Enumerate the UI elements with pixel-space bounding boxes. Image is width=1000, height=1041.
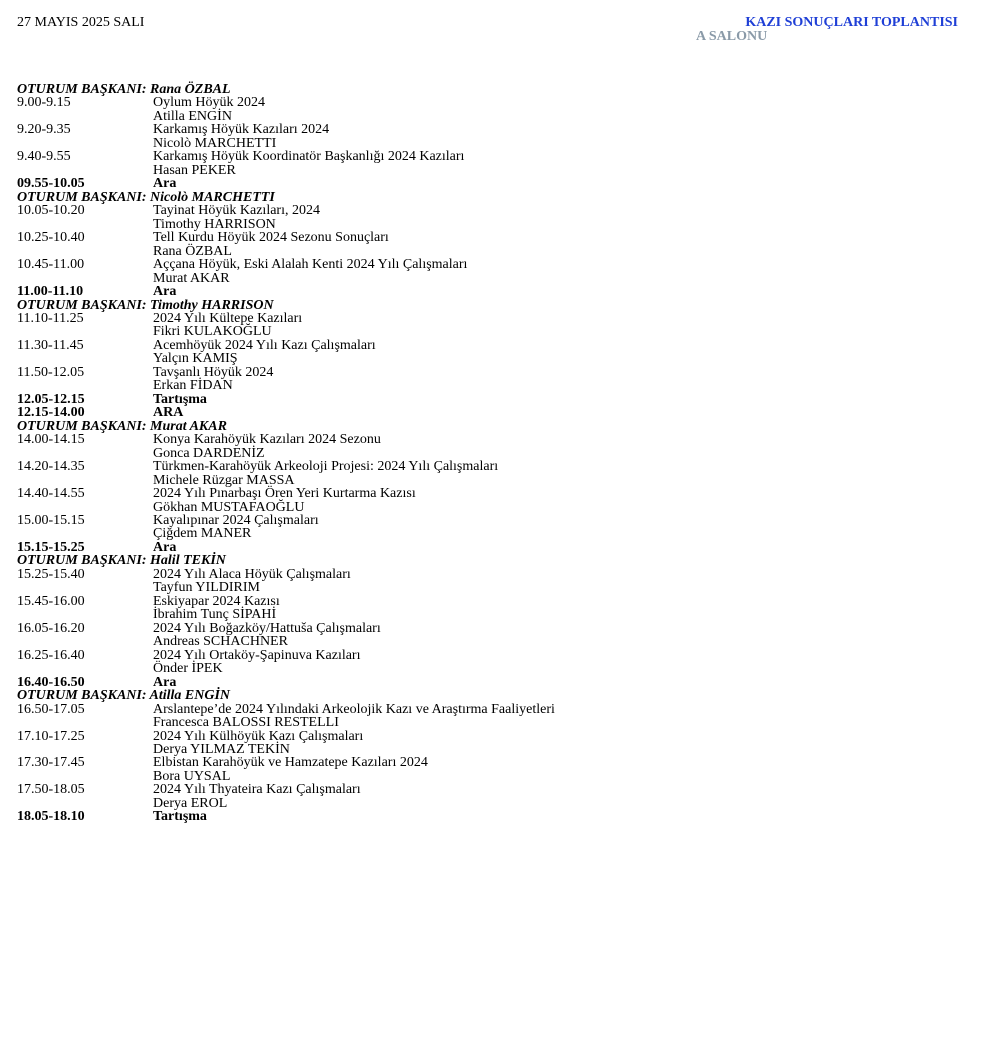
speaker-row xyxy=(17,137,1000,150)
talk-title: Konya Karahöyük Kazıları 2024 Sezonu xyxy=(153,432,381,448)
talk-row xyxy=(17,487,1000,500)
speaker-name: Derya EROL xyxy=(153,795,228,811)
speaker-name: Nicolò MARCHETTI xyxy=(153,135,277,151)
break-row xyxy=(17,810,1000,823)
talk-title: Karkamış Höyük Kazıları 2024 xyxy=(153,122,330,138)
session-chair: OTURUM BAŞKANI: Timothy HARRISON xyxy=(17,297,274,313)
speaker-row xyxy=(17,352,1000,365)
talk-title: Acemhöyük 2024 Yılı Kazı Çalışmaları xyxy=(153,337,376,353)
time-slot: 17.10-17.25 xyxy=(17,728,85,744)
hall-name: A SALONU xyxy=(696,29,768,44)
speaker-name: Timothy HARRISON xyxy=(153,216,276,232)
program-schedule xyxy=(17,83,1000,824)
time-slot: 17.30-17.45 xyxy=(17,755,85,771)
time-slot: 15.15-15.25 xyxy=(17,539,85,555)
talk-title: 2024 Yılı Pınarbaşı Ören Yeri Kurtarma Kazısı xyxy=(153,486,416,502)
time-slot: 12.15-14.00 xyxy=(17,405,85,421)
speaker-name: Erkan FİDAN xyxy=(153,378,233,394)
talk-row xyxy=(17,622,1000,635)
talk-row xyxy=(17,433,1000,446)
talk-title: Tayinat Höyük Kazıları, 2024 xyxy=(153,203,320,219)
speaker-row xyxy=(17,743,1000,756)
speaker-row xyxy=(17,272,1000,285)
session-chair-row xyxy=(17,83,1000,96)
time-slot: 9.40-9.55 xyxy=(17,149,71,165)
time-slot: 15.00-15.15 xyxy=(17,513,85,528)
speaker-row xyxy=(17,716,1000,729)
speaker-name: Rana ÖZBAL xyxy=(153,243,232,259)
speaker-name: Francesca BALOSSI RESTELLI xyxy=(153,715,339,731)
speaker-name: Derya YILMAZ TEKİN xyxy=(153,741,290,757)
speaker-row xyxy=(17,770,1000,783)
talk-title: 2024 Yılı Thyateira Kazı Çalışmaları xyxy=(153,782,361,798)
speaker-name: Gonca DARDENİZ xyxy=(153,445,265,461)
session-chair-row xyxy=(17,299,1000,312)
session-chair: OTURUM BAŞKANI: Nicolò MARCHETTI xyxy=(17,189,275,205)
document-date: 27 MAYIS 2025 SALI xyxy=(17,15,145,30)
talk-title: Aççana Höyük, Eski Alalah Kenti 2024 Yılı Çalışmaları xyxy=(153,257,468,273)
speaker-row xyxy=(17,218,1000,231)
talk-row xyxy=(17,204,1000,217)
talk-row xyxy=(17,96,1000,109)
talk-title: Kayalıpınar 2024 Çalışmaları xyxy=(153,513,319,528)
talk-row xyxy=(17,460,1000,473)
time-slot: 11.30-11.45 xyxy=(17,337,84,353)
session-chair: OTURUM BAŞKANI: Atilla ENGİN xyxy=(17,688,231,704)
speaker-name: İbrahim Tunç SİPAHİ xyxy=(153,607,277,623)
time-slot: 15.45-16.00 xyxy=(17,593,85,609)
break-label: Tartışma xyxy=(153,391,207,407)
speaker-name: Önder İPEK xyxy=(153,661,223,677)
talk-title: Karkamış Höyük Koordinatör Başkanlığı 2024 Kazıları xyxy=(153,149,465,165)
talk-row xyxy=(17,123,1000,136)
time-slot: 9.20-9.35 xyxy=(17,122,71,138)
speaker-row xyxy=(17,635,1000,648)
time-slot: 16.40-16.50 xyxy=(17,674,85,690)
speaker-name: Atilla ENGİN xyxy=(153,108,232,124)
talk-title: Türkmen-Karahöyük Arkeoloji Projesi: 2024 Yılı Çalışmaları xyxy=(153,459,499,475)
session-chair: OTURUM BAŞKANI: Rana ÖZBAL xyxy=(17,82,231,97)
speaker-name: Bora UYSAL xyxy=(153,768,231,784)
session-chair-row xyxy=(17,191,1000,204)
session-chair: OTURUM BAŞKANI: Halil TEKİN xyxy=(17,553,226,569)
time-slot: 16.25-16.40 xyxy=(17,647,85,663)
break-label: ARA xyxy=(153,405,184,421)
break-row xyxy=(17,406,1000,419)
break-label: Ara xyxy=(153,284,177,300)
time-slot: 09.55-10.05 xyxy=(17,176,85,192)
time-slot: 14.20-14.35 xyxy=(17,459,85,475)
speaker-row xyxy=(17,447,1000,460)
talk-title: Arslantepe’de 2024 Yılındaki Arkeolojik Kazı ve Araştırma Faaliyetleri xyxy=(153,701,555,717)
meeting-title: KAZI SONUÇLARI TOPLANTISI xyxy=(745,15,958,30)
speaker-row xyxy=(17,527,1000,540)
time-slot: 17.50-18.05 xyxy=(17,782,85,798)
break-row xyxy=(17,393,1000,406)
talk-row xyxy=(17,568,1000,581)
talk-title: 2024 Yılı Ortaköy-Şapinuva Kazıları xyxy=(153,647,361,663)
time-slot: 11.50-12.05 xyxy=(17,364,85,380)
speaker-row xyxy=(17,797,1000,810)
time-slot: 11.10-11.25 xyxy=(17,310,84,326)
speaker-name: Michele Rüzgar MASSA xyxy=(153,472,295,488)
talk-row xyxy=(17,703,1000,716)
time-slot: 10.25-10.40 xyxy=(17,230,85,246)
break-row xyxy=(17,177,1000,190)
time-slot: 10.45-11.00 xyxy=(17,257,85,273)
break-row xyxy=(17,285,1000,298)
session-chair-row xyxy=(17,420,1000,433)
speaker-row xyxy=(17,164,1000,177)
time-slot: 10.05-10.20 xyxy=(17,203,85,219)
speaker-name: Murat AKAR xyxy=(153,270,230,286)
talk-row xyxy=(17,730,1000,743)
speaker-row xyxy=(17,501,1000,514)
talk-row xyxy=(17,514,1000,527)
time-slot: 16.05-16.20 xyxy=(17,620,85,636)
break-label: Ara xyxy=(153,176,177,192)
talk-row xyxy=(17,339,1000,352)
talk-title: 2024 Yılı Külhöyük Kazı Çalışmaları xyxy=(153,728,364,744)
time-slot: 11.00-11.10 xyxy=(17,284,84,300)
talk-title: Eskiyapar 2024 Kazısı xyxy=(153,593,280,609)
talk-title: 2024 Yılı Boğazköy/Hattuša Çalışmaları xyxy=(153,620,381,636)
time-slot: 15.25-15.40 xyxy=(17,566,85,582)
session-chair: OTURUM BAŞKANI: Murat AKAR xyxy=(17,418,227,434)
time-slot: 18.05-18.10 xyxy=(17,809,85,825)
speaker-name: Hasan PEKER xyxy=(153,162,236,178)
talk-title: 2024 Yılı Kültepe Kazıları xyxy=(153,310,303,326)
time-slot: 16.50-17.05 xyxy=(17,701,85,717)
speaker-row xyxy=(17,110,1000,123)
time-slot: 9.00-9.15 xyxy=(17,95,71,111)
talk-title: Elbistan Karahöyük ve Hamzatepe Kazıları 2024 xyxy=(153,755,428,771)
break-label: Ara xyxy=(153,539,177,555)
session-chair-row xyxy=(17,554,1000,567)
speaker-name: Çiğdem MANER xyxy=(153,526,252,542)
time-slot: 14.00-14.15 xyxy=(17,432,85,448)
speaker-name: Tayfun YILDIRIM xyxy=(153,580,260,596)
talk-title: Oylum Höyük 2024 xyxy=(153,95,265,111)
break-label: Tartışma xyxy=(153,809,207,825)
speaker-row xyxy=(17,608,1000,621)
speaker-row xyxy=(17,662,1000,675)
speaker-row xyxy=(17,325,1000,338)
talk-row xyxy=(17,231,1000,244)
session-chair-row xyxy=(17,689,1000,702)
speaker-name: Andreas SCHACHNER xyxy=(153,634,288,650)
talk-title: Tavşanlı Höyük 2024 xyxy=(153,364,274,380)
talk-row xyxy=(17,756,1000,769)
speaker-name: Fikri KULAKOĞLU xyxy=(153,324,272,340)
speaker-row xyxy=(17,245,1000,258)
speaker-name: Gökhan MUSTAFAOĞLU xyxy=(153,499,305,515)
time-slot: 14.40-14.55 xyxy=(17,486,85,502)
time-slot: 12.05-12.15 xyxy=(17,391,85,407)
talk-title: 2024 Yılı Alaca Höyük Çalışmaları xyxy=(153,566,351,582)
talk-row xyxy=(17,150,1000,163)
speaker-row xyxy=(17,581,1000,594)
break-label: Ara xyxy=(153,674,177,690)
speaker-name: Yalçın KAMIŞ xyxy=(153,351,238,367)
talk-row xyxy=(17,783,1000,796)
talk-row xyxy=(17,258,1000,271)
talk-title: Tell Kurdu Höyük 2024 Sezonu Sonuçları xyxy=(153,230,389,246)
speaker-row xyxy=(17,379,1000,392)
